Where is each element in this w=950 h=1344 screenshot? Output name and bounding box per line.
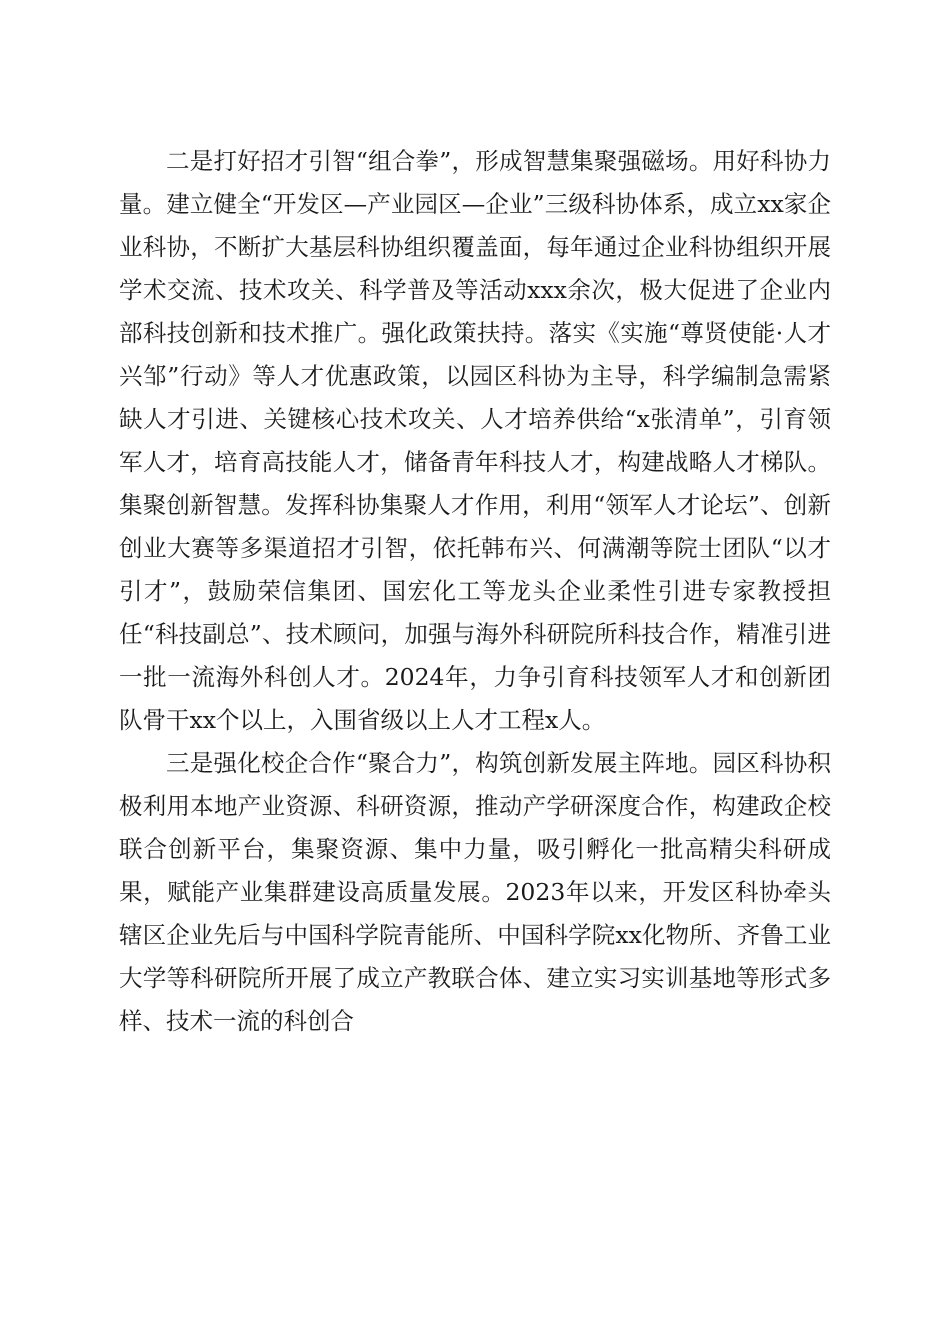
paragraph-talent-recruitment: 二是打好招才引智“组合拳”，形成智慧集聚强磁场。用好科协力量。建立健全“开发区—产业园区—企业”三级科协体系，成立xx家企业科协，不断扩大基层科协组织覆盖面，每年通过企业科协组织开展学术交流、技术攻关、科学普及等活动xxx余次，极大促进了企业内部科技创新和技术推广。强化政策扶持。落实《实施“尊贤使能·人才兴邹”行动》等人才优惠政策，以园区科协为主导，科学编制急需紧缺人才引进、关键核心技术攻关、人才培养供给“x张清单”，引育领军人才，培育高技能人才，储备青年科技人才，构建战略人才梯队。集聚创新智慧。发挥科协集聚人才作用，利用“领军人才论坛”、创新创业大赛等多渠道招才引智，依托韩布兴、何满潮等院士团队“以才引才”，鼓励荣信集团、国宏化工等龙头企业柔性引进专家教授担任“科技副总”、技术顾问，加强与海外科研院所科技合作，精准引进一批一流海外科创人才。2024年，力争引育科技领军人才和创新团队骨干xx个以上，入围省级以上人才工程x人。 [119,147,831,734]
document-body [119,140,831,1043]
paragraph-school-enterprise-cooperation: 三是强化校企合作“聚合力”，构筑创新发展主阵地。园区科协积极利用本地产业资源、科研资源，推动产学研深度合作，构建政企校联合创新平台，集聚资源、集中力量，吸引孵化一批高精尖科研成果，赋能产业集群建设高质量发展。2023年以来，开发区科协牵头辖区企业先后与中国科学院青能所、中国科学院xx化物所、齐鲁工业大学等科研院所开展了成立产教联合体、建立实习实训基地等形式多样、技术一流的科创合 [119,749,831,1035]
